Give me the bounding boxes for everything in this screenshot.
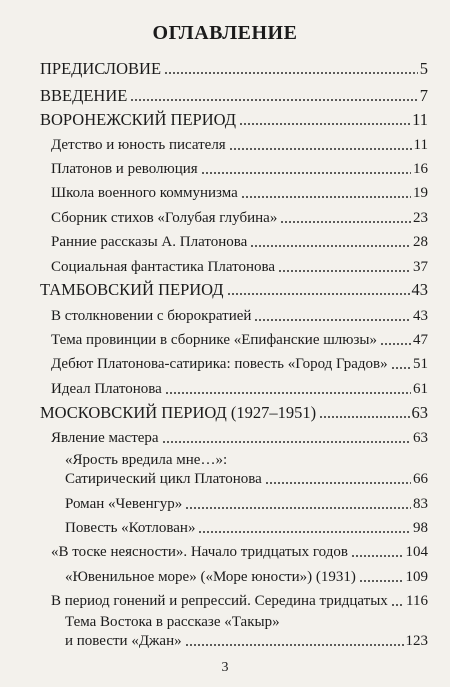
toc-entry — [51, 429, 428, 447]
toc-entry-page: 83 — [413, 496, 428, 512]
toc-entry — [65, 519, 428, 537]
leader-dots — [250, 245, 411, 247]
leader-dots — [198, 531, 411, 533]
leader-dots — [185, 644, 404, 646]
toc-entry — [65, 568, 428, 586]
toc-entry-first-line: Тема Востока в рассказе «Такыр» — [65, 614, 280, 630]
toc-entry-page: 43 — [413, 308, 428, 324]
leader-dots — [278, 270, 411, 272]
toc-entry — [51, 184, 428, 202]
toc-entry-title: ПРЕДИСЛОВИЕ — [40, 59, 162, 78]
toc-entry-title: ВОРОНЕЖСКИЙ ПЕРИОД — [40, 110, 236, 129]
toc-entry-page: 37 — [413, 259, 428, 275]
toc-entry-page: 63 — [411, 403, 428, 422]
toc-entry — [51, 258, 428, 276]
toc-entry-page: 63 — [413, 430, 428, 446]
toc-entry — [51, 160, 428, 178]
leader-dots — [241, 196, 411, 198]
toc-entry — [51, 233, 428, 251]
toc-entry-title: Явление мастера — [51, 430, 159, 446]
toc-entry-page: 28 — [413, 234, 428, 250]
toc-entry-title: Социальная фантастика Платонова — [51, 259, 276, 275]
toc-entry-title: Тема провинции в сборнике «Епифанские шлюзы» — [51, 332, 377, 348]
leader-dots — [391, 604, 404, 606]
toc-entry — [51, 543, 428, 561]
toc-entry-page: 5 — [419, 59, 428, 78]
toc-entry-page: 7 — [419, 86, 428, 105]
leader-dots — [359, 580, 404, 582]
toc-entry — [51, 380, 428, 398]
toc-entry-title: Детство и юность писателя — [51, 137, 226, 153]
toc-entry-preface — [40, 60, 428, 78]
toc-entry-title: В период гонений и репрессий. Середина тридцатых — [51, 593, 388, 609]
toc-entry-title: Повесть «Котлован» — [65, 520, 196, 536]
toc-entry-title: Дебют Платонова-сатирика: повесть «Город Градов» — [51, 356, 388, 372]
toc-entry-page: 11 — [412, 110, 428, 129]
toc-entry-introduction — [40, 87, 428, 105]
leader-dots — [319, 416, 409, 418]
toc-entry-page: 47 — [413, 332, 428, 348]
leader-dots — [351, 555, 404, 557]
toc-entry-moscow-period — [40, 404, 428, 422]
toc-entry-page: 23 — [413, 210, 428, 226]
toc-entry — [51, 592, 428, 610]
toc-entry-title: Ранние рассказы А. Платонова — [51, 234, 248, 250]
leader-dots — [254, 319, 411, 321]
toc-entry — [51, 355, 428, 373]
leader-dots — [239, 123, 410, 125]
toc-entry-page: 104 — [405, 544, 428, 560]
toc-entry-page: 11 — [413, 137, 428, 153]
toc-entry-page: 66 — [413, 471, 428, 487]
toc-entry-page: 51 — [413, 356, 428, 372]
leader-dots — [162, 441, 411, 443]
toc-heading: ОГЛАВЛЕНИЕ — [152, 22, 298, 44]
toc-entry-page: 19 — [413, 185, 428, 201]
toc-entry-title: «В тоске неясности». Начало тридцатых годов — [51, 544, 348, 560]
toc-entry-title: Сборник стихов «Голубая глубина» — [51, 210, 278, 226]
toc-entry-title: Школа военного коммунизма — [51, 185, 238, 201]
page-number: 3 — [221, 660, 229, 675]
toc-entry — [51, 307, 428, 325]
toc-entry-page: 16 — [413, 161, 428, 177]
toc-entry-title: «Ювенильное море» («Море юности») (1931) — [65, 569, 356, 585]
leader-dots — [380, 343, 411, 345]
leader-dots — [164, 72, 418, 74]
toc-entry-page: 61 — [413, 381, 428, 397]
leader-dots — [185, 507, 411, 509]
toc-entry — [65, 632, 428, 650]
toc-entry-title: Платонов и революция — [51, 161, 198, 177]
leader-dots — [280, 221, 411, 223]
toc-entry-title: МОСКОВСКИЙ ПЕРИОД (1927–1951) — [40, 403, 317, 422]
toc-entry — [51, 136, 428, 154]
toc-entry-page: 109 — [405, 569, 428, 585]
leader-dots — [227, 293, 410, 295]
leader-dots — [165, 392, 411, 394]
toc-entry-title: и повести «Джан» — [65, 633, 182, 649]
leader-dots — [130, 99, 417, 101]
toc-entry-page: 116 — [406, 593, 428, 609]
leader-dots — [201, 172, 411, 174]
toc-entry-tambov-period — [40, 281, 428, 299]
toc-entry-title: В столкновении с бюрократией — [51, 308, 252, 324]
leader-dots — [265, 482, 411, 484]
toc-entry — [65, 470, 428, 488]
toc-entry — [65, 495, 428, 513]
toc-entry-title: ВВЕДЕНИЕ — [40, 86, 128, 105]
toc-entry — [51, 331, 428, 349]
toc-entry-page: 98 — [413, 520, 428, 536]
toc-entry-first-line: «Ярость вредила мне…»: — [65, 452, 228, 468]
leader-dots — [229, 148, 412, 150]
toc-entry-title: Идеал Платонова — [51, 381, 162, 397]
toc-entry — [51, 209, 428, 227]
toc-entry-page: 43 — [411, 280, 428, 299]
toc-entry-title: Роман «Чевенгур» — [65, 496, 183, 512]
leader-dots — [391, 367, 411, 369]
toc-entry-title: ТАМБОВСКИЙ ПЕРИОД — [40, 280, 224, 299]
toc-entry-page: 123 — [405, 633, 428, 649]
toc-entry-voronezh-period — [40, 111, 428, 129]
toc-entry-title: Сатирический цикл Платонова — [65, 471, 262, 487]
